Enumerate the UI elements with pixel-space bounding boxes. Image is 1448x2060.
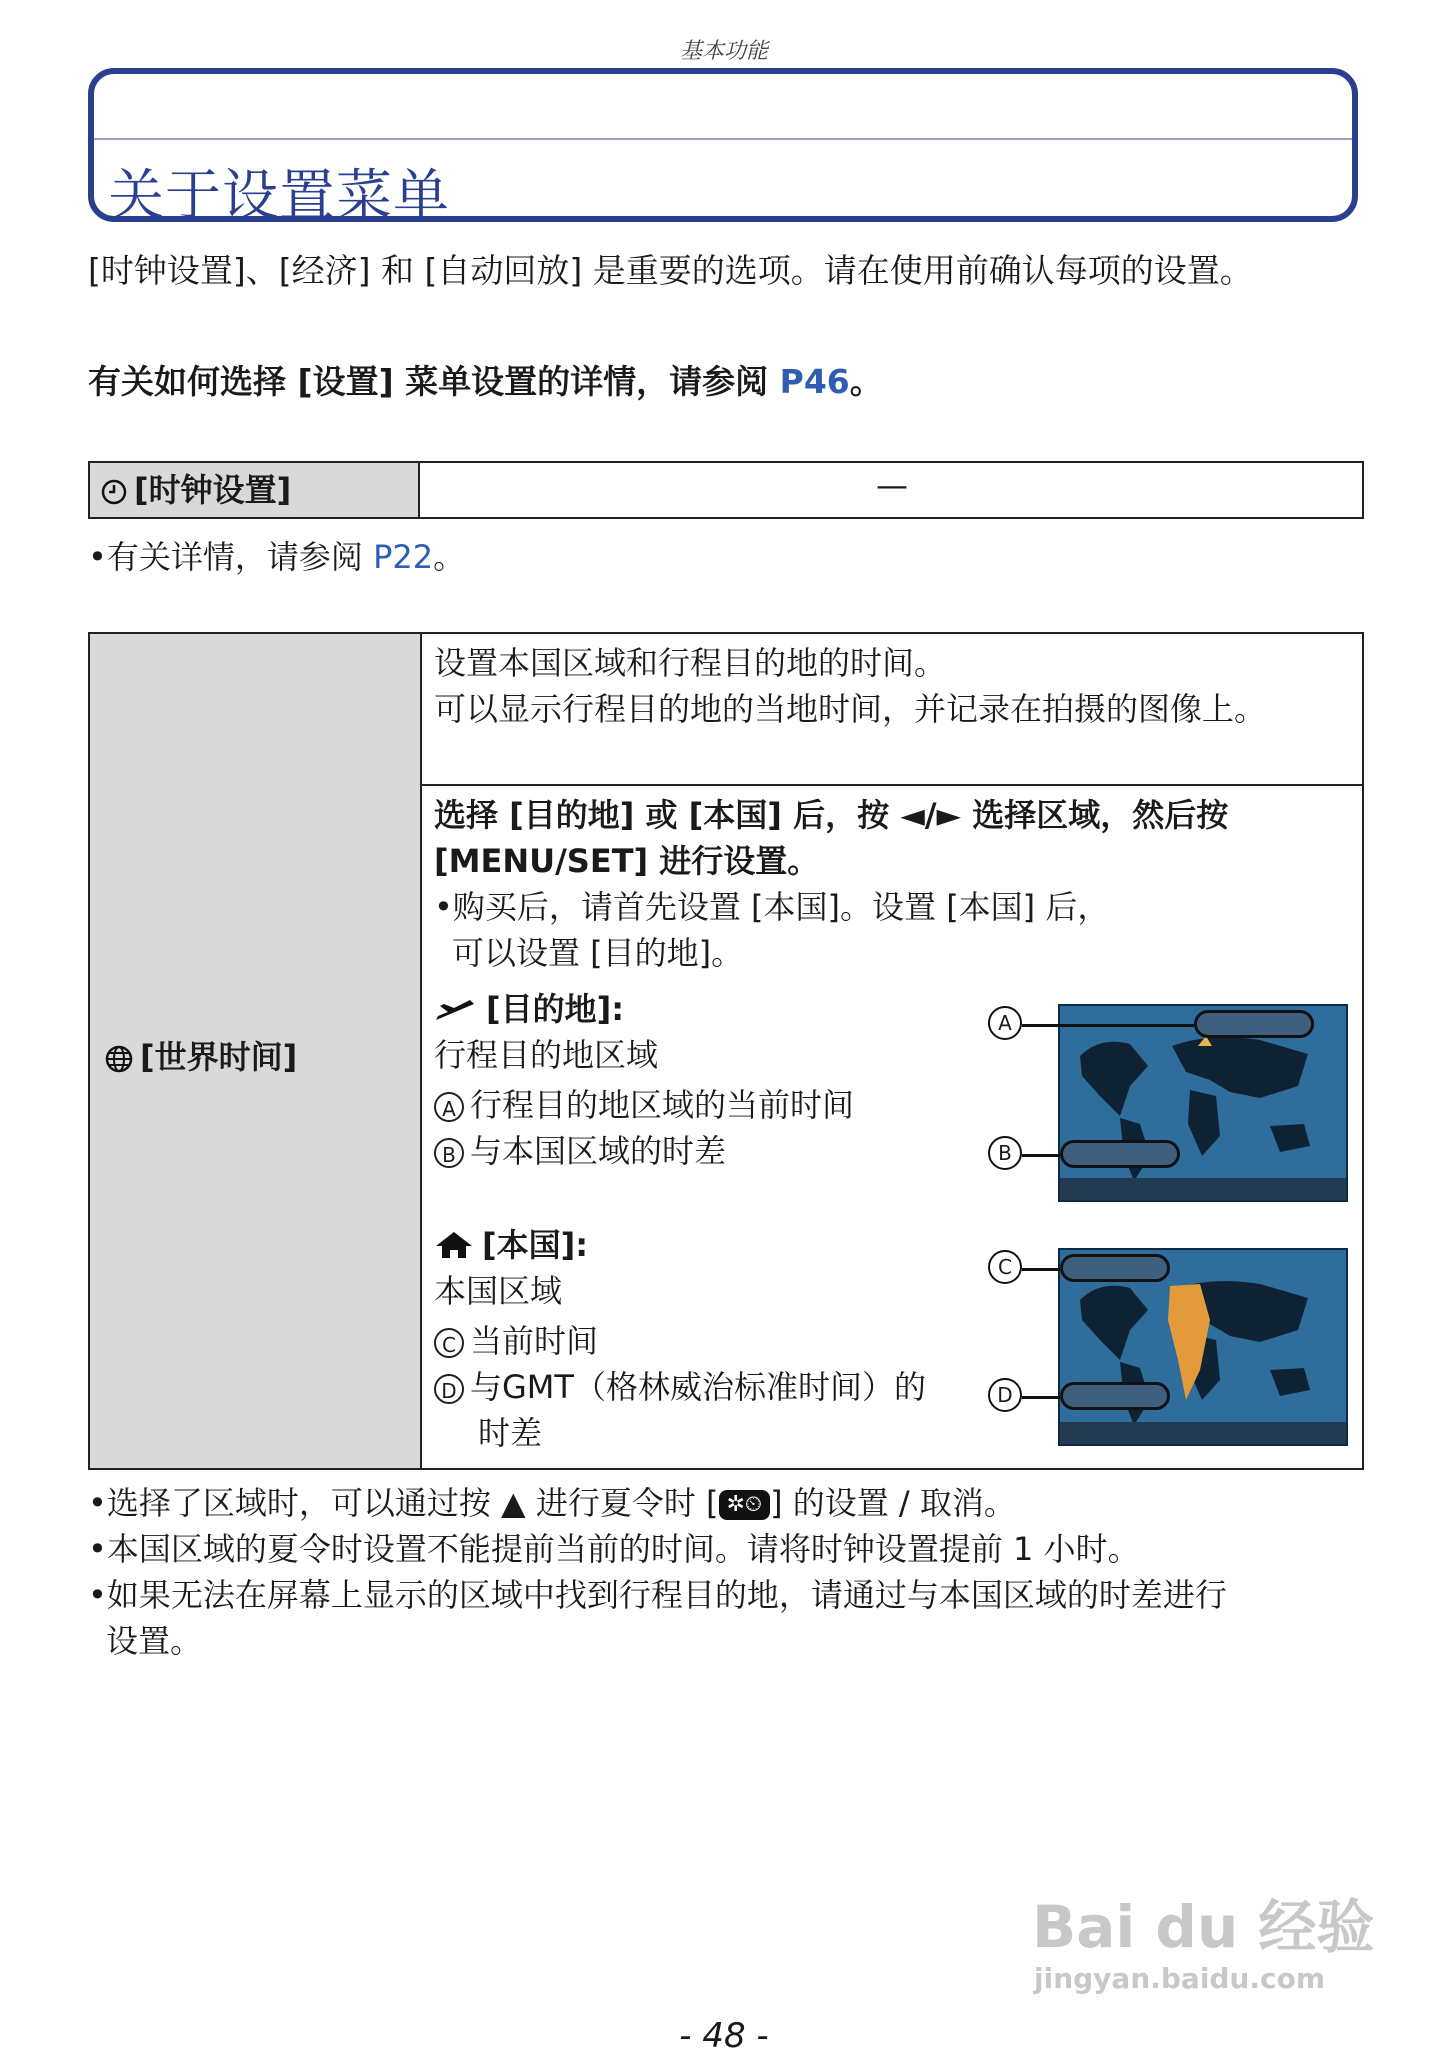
note-home-dst: •本国区域的夏令时设置不能提前当前的时间。请将时钟设置提前 1 小时。 [88,1530,1140,1568]
world-time-label-wrap [104,1032,297,1078]
page-header: 基本功能 [679,39,768,64]
callout-marker-d: D [988,1378,1022,1412]
intro-reference-end: 。 [849,362,883,401]
clock-setting-value: — [876,466,908,504]
intro-reference [88,356,883,403]
home-block [434,1222,1034,1456]
marker-c-inline: C [434,1328,464,1358]
home-label: [本国]: [482,1226,589,1264]
home-heading [434,1222,1034,1268]
destination-item-a-text: 行程目的地区域的当前时间 [470,1086,855,1124]
note-offset: •如果无法在屏幕上显示的区域中找到行程目的地，请通过与本国区域的时差进行 [88,1576,1227,1614]
callout-d-box [1060,1382,1170,1410]
destination-heading [434,986,994,1032]
p46-link[interactable]: P46 [779,362,850,401]
note-dst-text: •选择了区域时，可以通过按 ▲ 进行夏令时 [ [88,1484,719,1522]
intro-paragraph: [时钟设置]、[经济] 和 [自动回放] 是重要的选项。请在使用前确认每项的设置。 [88,251,1253,290]
step-note-1: •购买后，请首先设置 [本国]。设置 [本国] 后， [434,888,1110,926]
destination-sub: 行程目的地区域 [434,1036,659,1074]
callout-c-line [1022,1268,1060,1271]
watermark-logo: Bai du 经验 [1032,1893,1375,1961]
callout-c-box [1060,1254,1170,1282]
bottom-notes [88,1480,1368,1664]
world-time-desc-1: 设置本国区域和行程目的地的时间。 [434,644,947,682]
world-time-description [434,640,1354,732]
home-sub: 本国区域 [434,1272,563,1310]
plane-icon [434,998,478,1024]
clock-setting-label-cell [90,463,420,517]
home-item-d [434,1364,1034,1410]
page-title: 关于设置菜单 [108,164,450,229]
clock-note-text: •有关详情，请参阅 [88,538,374,576]
note-dst-end: ] 的设置 / 取消。 [770,1484,1016,1522]
home-item-c [434,1318,1034,1364]
callout-a-line [1022,1024,1194,1027]
clock-note-end: 。 [433,538,466,576]
callout-a-box [1194,1010,1314,1038]
world-time-label-cell [90,634,422,1468]
clock-setting-label: [时钟设置] [134,471,292,509]
globe-icon [104,1044,134,1074]
clock-note [88,532,465,578]
note-offset-cont: 设置。 [106,1622,203,1660]
home-icon [434,1230,474,1260]
world-time-label: [世界时间] [140,1038,298,1076]
intro-reference-text: 有关如何选择 [设置] 菜单设置的详情，请参阅 [88,362,780,401]
step-line-2: [MENU/SET] 进行设置。 [434,842,820,880]
destination-block [434,986,994,1174]
world-time-divider [422,784,1362,786]
callout-b-line [1022,1154,1060,1157]
home-item-d-text: 与GMT（格林威治标准时间）的 [470,1368,926,1406]
note-dst [88,1480,1368,1526]
callout-d-line [1022,1396,1060,1399]
p22-link[interactable]: P22 [373,538,434,576]
step-line-1: 选择 [目的地] 或 [本国] 后，按 ◄/► 选择区域，然后按 [434,796,1229,834]
marker-a-inline: A [434,1092,464,1122]
world-time-table [88,632,1364,1470]
clock-icon [100,478,128,506]
callout-marker-b: B [988,1136,1022,1170]
callout-b-box [1060,1140,1180,1168]
destination-item-b [434,1128,994,1174]
marker-d-inline: D [434,1374,464,1404]
callout-marker-a: A [988,1006,1022,1040]
world-time-steps [434,792,1354,976]
page-number: - 48 - [679,2016,769,2056]
home-item-c-text: 当前时间 [470,1322,599,1360]
step-note-2: 可以设置 [目的地]。 [452,934,744,972]
watermark-url: jingyan.baidu.com [1034,1962,1326,1995]
marker-b-inline: B [434,1138,464,1168]
destination-label: [目的地]: [486,990,625,1028]
destination-item-a [434,1082,994,1128]
world-time-desc-2: 可以显示行程目的地的当地时间，并记录在拍摄的图像上。 [434,690,1267,728]
destination-item-b-text: 与本国区域的时差 [470,1132,727,1170]
home-item-d-cont: 时差 [478,1414,543,1452]
callout-marker-c: C [988,1250,1022,1284]
clock-setting-table [88,461,1364,519]
title-divider [94,138,1352,140]
dst-icon: ✲⏲ [719,1490,771,1520]
